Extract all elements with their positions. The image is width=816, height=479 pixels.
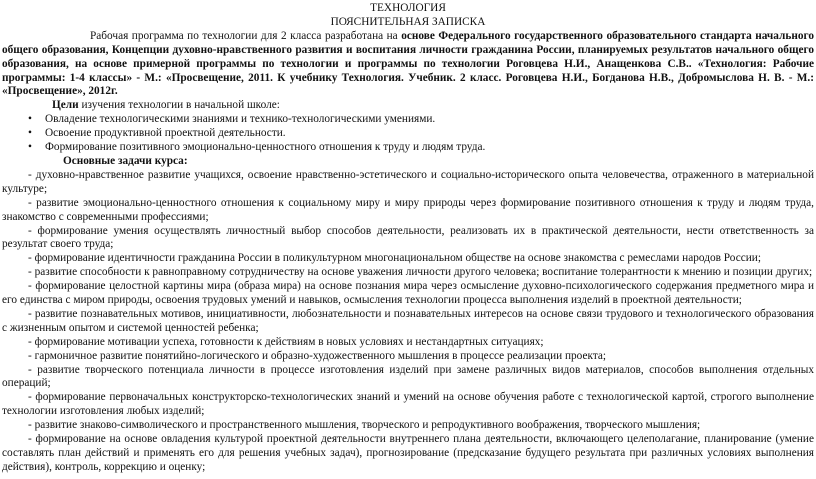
- task-item: - развитие способности к равноправному сотрудничеству на основе уважения личности другого человека; воспитание толерантности к мнению и позиции других;: [28, 266, 813, 279]
- bullet-icon: •: [28, 141, 32, 154]
- task-item: - формирование целостной картины мира (образа мира) на основе познания мира через осмысление духовно-психологического содержания предметного мира и его единства с миром природы, освоения трудовых умений и навыков, осмысления технологии процесса выполнения изделий в проектной деятельности;: [2, 280, 814, 307]
- goals-heading-bold: Цели: [52, 99, 79, 112]
- task-item: - развитие знаково-символического и пространственного мышления, творческого и репродуктивного воображения, творческого мышления;: [28, 419, 701, 432]
- intro-bold-text: основе Федерального государственного образовательного стандарта начального общего образования, Концепции духовно-нравственного развития и воспитания личности гражданина России, планируемых результатов начального общего образования, на основе примерной программы по технологии и программы по технологии Роговцева Н.И., Анащенкова С.В.. «Технология: Рабочие программы: 1-4 классы» - М.: «Просвещение, 2011. К учебнику Технология. Учебник. 2 класс. Роговцева Н.И., Богданова Н.В., Добромыслова Н. В. - М.: «Просвещение», 2012г.: [2, 29, 815, 98]
- intro-paragraph: [2, 30, 814, 100]
- list-item: • Формирование позитивного эмоционально-ценностного отношения к труду и людям труда.: [28, 141, 486, 154]
- task-item: - духовно-нравственное развитие учащихся, освоение нравственно-эстетического и социально-исторического опыта человечества, отраженного в материальной культуре;: [2, 168, 814, 195]
- goals-list: [2, 113, 814, 155]
- tasks-heading: Основные задачи курса:: [63, 154, 188, 167]
- task-item: - формирование умения осуществлять личностный выбор способов деятельности, реализовать их в практической деятельности, нести ответственность за результат своего труда;: [2, 224, 814, 251]
- goals-heading: [52, 99, 814, 113]
- task-item: - развитие познавательных мотивов, инициативности, любознательности и познавательных интересов на основе связи трудового и технологического образования с жизненным опытом и системой ценностей ребенка;: [2, 307, 814, 334]
- document-title: ТЕХНОЛОГИЯ: [370, 2, 446, 14]
- task-item: - гармоничное развитие понятийно-логического и образно-художественного мышления в процессе реализации проекта;: [28, 349, 607, 362]
- task-item: - развитие творческого потенциала личности в процессе изготовления изделий при замене различных видов материалов, способов выполнения отдельных операций;: [2, 363, 814, 390]
- task-item: - формирование идентичности гражданина России в поликультурном многонациональном обществе на основе знакомства с ремеслами народов России;: [28, 252, 761, 265]
- bullet-icon: •: [28, 113, 32, 126]
- task-item: - формирование на основе овладения культурой проектной деятельности внутреннего плана деятельности, включающего целеполагание, планирование (умение составлять план действий и применять его для решения учебных задач), прогнозирование (предсказание будущего результата при различных условиях выполнения действия), контроль, коррекцию и оценку;: [2, 433, 814, 473]
- task-item: - формирование первоначальных конструкторско-технологических знаний и умений на основе обучения работе с технологической картой, строгого выполнение технологии изготовления любых изделий;: [2, 391, 814, 418]
- intro-lead: Рабочая программа по технологии для 2 класса разработана на: [90, 29, 398, 42]
- task-item: - формирование мотивации успеха, готовности к действиям в новых условиях и нестандартных ситуациях;: [28, 335, 544, 348]
- list-item: • Освоение продуктивной проектной деятельности.: [28, 127, 286, 140]
- task-item: - развитие эмоционально-ценностного отношения к социальному миру и миру природы через формирование позитивного отношения к труду и людям труда, знакомство с современными профессиями;: [2, 196, 814, 223]
- list-item: • Овладение технологическими знаниями и технико-технологическими умениями.: [28, 113, 436, 126]
- goals-heading-rest: изучения технологии в начальной школе:: [78, 99, 280, 112]
- bullet-icon: •: [28, 127, 32, 140]
- tasks-list: [2, 169, 814, 475]
- document-subtitle: ПОЯСНИТЕЛЬНАЯ ЗАПИСКА: [330, 15, 486, 28]
